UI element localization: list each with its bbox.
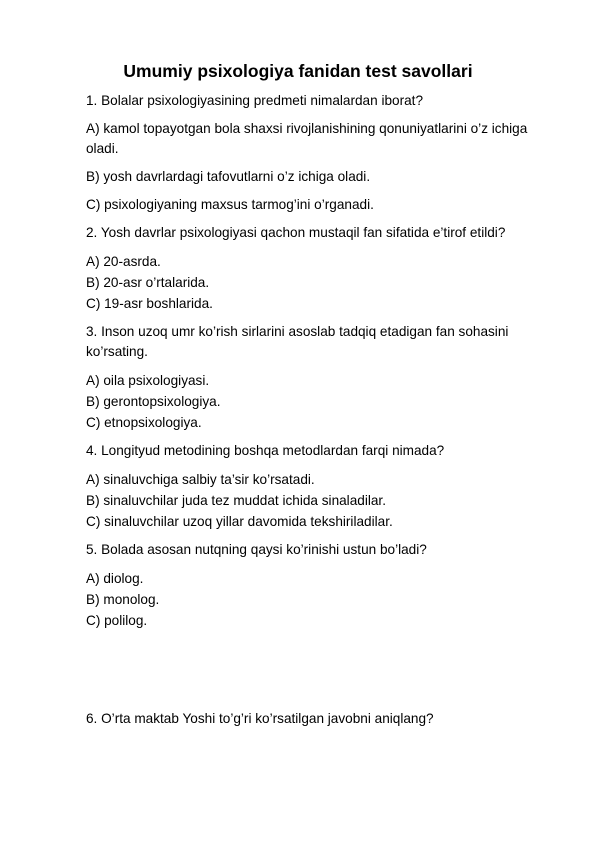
question-6: 6. O’rta maktab Yoshi to’g’ri ko’rsatilgan javobni aniqlang? — [86, 711, 434, 726]
question-1-option-c: C) psixologiyaning maxsus tarmog’ini o’rganadi. — [86, 197, 374, 212]
question-3-option-a: A) oila psixologiyasi. — [86, 373, 210, 388]
question-2-option-b: B) 20-asr o’rtalarida. — [86, 275, 210, 290]
question-4-options — [86, 469, 556, 532]
question-3-option-b: B) gerontopsixologiya. — [86, 394, 221, 409]
question-1-option-b: B) yosh davrlardagi tafovutlarni o’z ichiga oladi. — [86, 169, 371, 184]
question-5-option-b: B) monolog. — [86, 592, 160, 607]
question-4-option-a: A) sinaluvchiga salbiy ta’sir ko’rsatadi. — [86, 472, 315, 487]
question-2: 2. Yosh davrlar psixologiyasi qachon mustaqil fan sifatida e’tirof etildi? — [86, 225, 506, 240]
questions-list — [86, 91, 556, 639]
question-5-options — [86, 568, 556, 631]
document-title: Umumiy psixologiya fanidan test savollari — [123, 61, 473, 81]
question-3-option-c: C) etnopsixologiya. — [86, 415, 202, 430]
question-4-option-b: B) sinaluvchilar juda tez muddat ichida sinaladilar. — [86, 493, 386, 508]
question-5: 5. Bolada asosan nutqning qaysi ko’rinishi ustun bo’ladi? — [86, 542, 427, 557]
question-4: 4. Longityud metodining boshqa metodlardan farqi nimada? — [86, 443, 445, 458]
question-1: 1. Bolalar psixologiyasining predmeti nimalardan iborat? — [86, 93, 424, 108]
question-1-option-a: A) kamol topayotgan bola shaxsi rivojlanishining qonuniyatlarini o’z ichiga oladi. — [86, 121, 528, 156]
question-4-option-c: C) sinaluvchilar uzoq yillar davomida tekshiriladilar. — [86, 514, 393, 529]
question-2-options — [86, 251, 556, 314]
question-3-options — [86, 370, 556, 433]
question-5-option-c: C) polilog. — [86, 613, 148, 628]
question-2-option-c: C) 19-asr boshlarida. — [86, 296, 213, 311]
question-3: 3. Inson uzoq umr ko’rish sirlarini asoslab tadqiq etadigan fan sohasini ko’rsating. — [86, 324, 509, 359]
question-5-option-a: A) diolog. — [86, 571, 144, 586]
question-2-option-a: A) 20-asrda. — [86, 254, 161, 269]
